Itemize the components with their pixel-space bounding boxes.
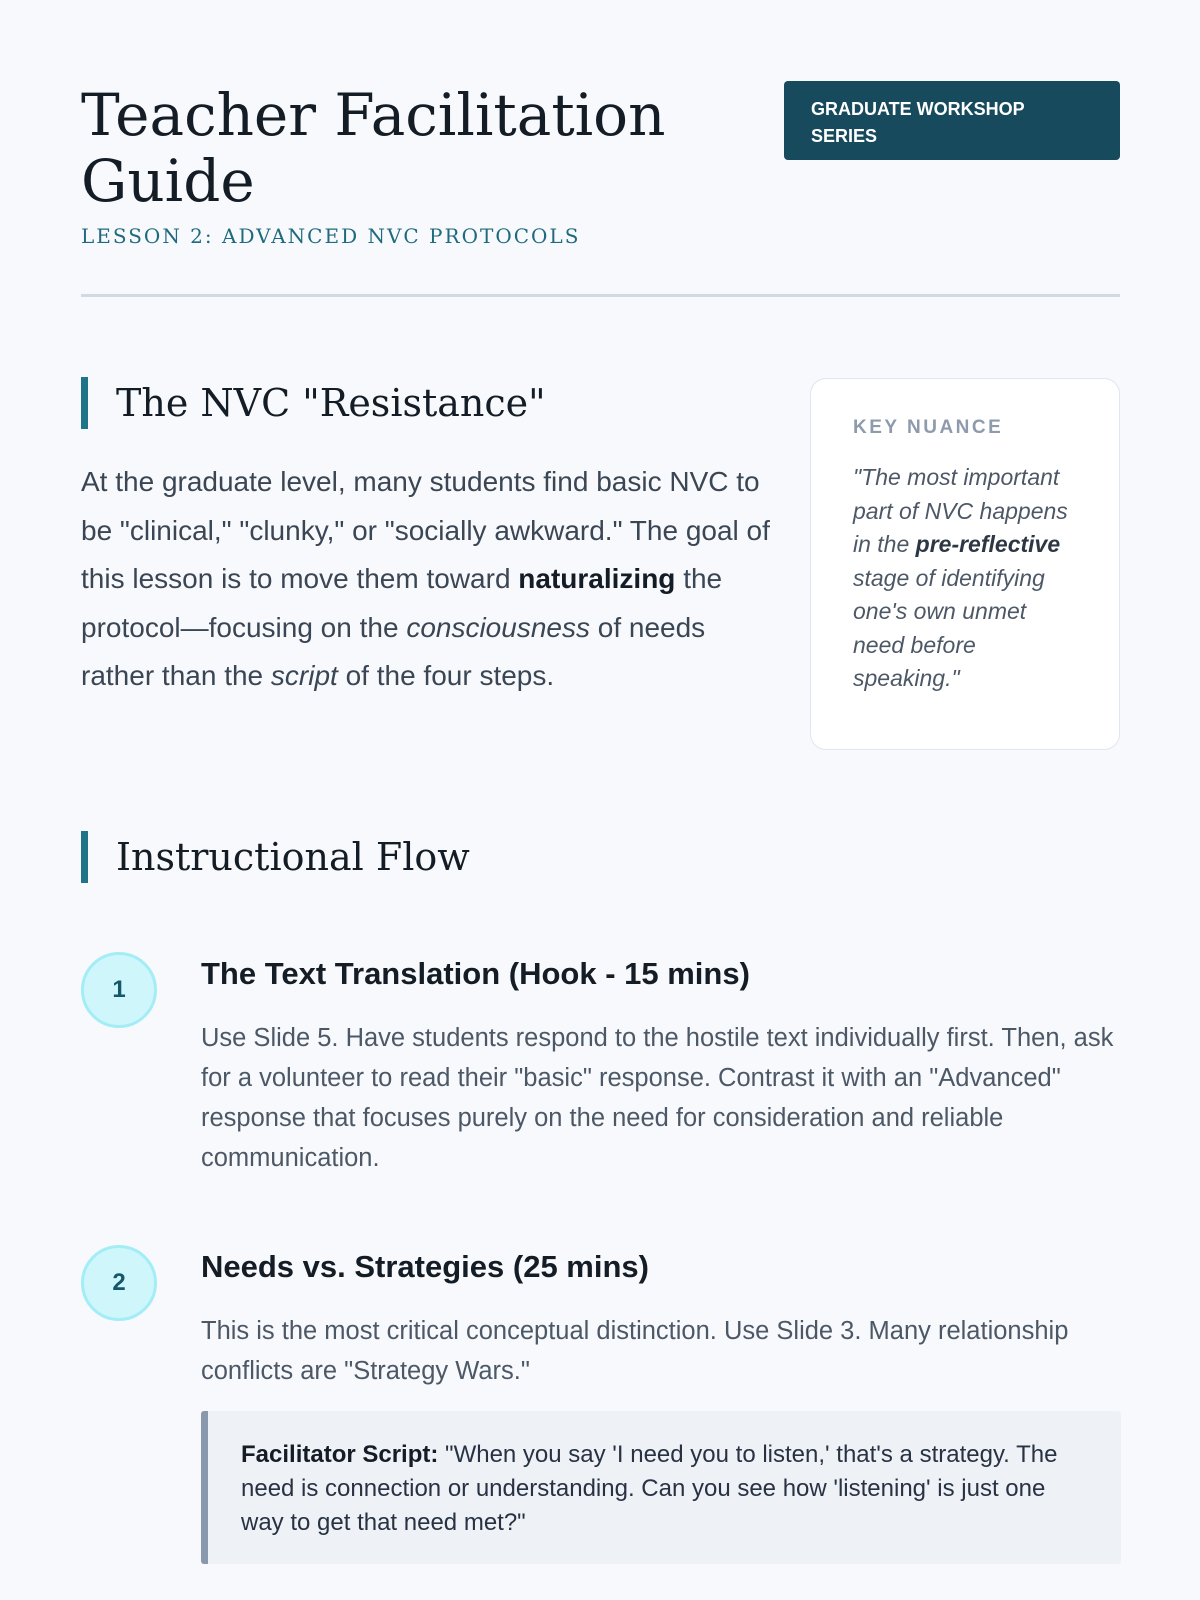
- intro-emphasis-script: script: [270, 660, 338, 691]
- key-nuance-card: [810, 378, 1120, 750]
- intro-emphasis-naturalizing: naturalizing: [518, 563, 676, 594]
- step-title: The Text Translation (Hook - 15 mins): [201, 956, 750, 991]
- intro-text: of the four steps.: [337, 660, 555, 691]
- step-number-badge: 2: [81, 1245, 157, 1321]
- facilitator-script-callout: [201, 1411, 1121, 1564]
- step-description: Use Slide 5. Have students respond to the hostile text individually first. Then, ask for a volunteer to read their "basic" response. Contrast it with an "Advanced" response that focuses purely on the need for consideration and reliable communication.: [201, 1024, 1114, 1172]
- facilitator-script-text: "When you say 'I need you to listen,' that's a strategy. The need is connection or understanding. Can you see how 'listening' is just one way to get that need met?": [241, 1441, 1058, 1536]
- step-title: Needs vs. Strategies (25 mins): [201, 1249, 649, 1284]
- quote-emphasis: pre-reflective: [915, 531, 1061, 557]
- page-title: Teacher Facilitation Guide: [81, 81, 666, 215]
- intro-text: of needs rather than the: [81, 611, 706, 691]
- lesson-subtitle: LESSON 2: ADVANCED NVC PROTOCOLS: [81, 224, 581, 248]
- key-nuance-quote: [853, 461, 1079, 696]
- section-heading-resistance: The NVC "Resistance": [81, 377, 546, 429]
- series-badge: GRADUATE WORKSHOP SERIES: [784, 81, 1120, 160]
- intro-text: At the graduate level, many students find basic NVC to be "clinical," "clunky," or "socially awkward." The goal of this lesson is to move them toward: [81, 466, 770, 594]
- intro-emphasis-consciousness: consciousness: [406, 611, 590, 643]
- intro-text: the protocol—focusing on the: [81, 563, 723, 643]
- header-divider: [81, 294, 1120, 297]
- step-number-badge: 1: [81, 952, 157, 1028]
- quote-text: stage of identifying one's own unmet need before speaking.": [853, 564, 1045, 691]
- key-nuance-label: KEY NUANCE: [853, 417, 1004, 438]
- resistance-intro-paragraph: [81, 458, 781, 701]
- step-description: This is the most critical conceptual distinction. Use Slide 3. Many relationship conflicts are "Strategy Wars.": [201, 1317, 1069, 1385]
- facilitator-script-label: Facilitator Script:: [241, 1441, 439, 1468]
- section-heading-instructional-flow: Instructional Flow: [81, 831, 470, 883]
- quote-text: "The most important part of NVC happens in the: [853, 464, 1068, 557]
